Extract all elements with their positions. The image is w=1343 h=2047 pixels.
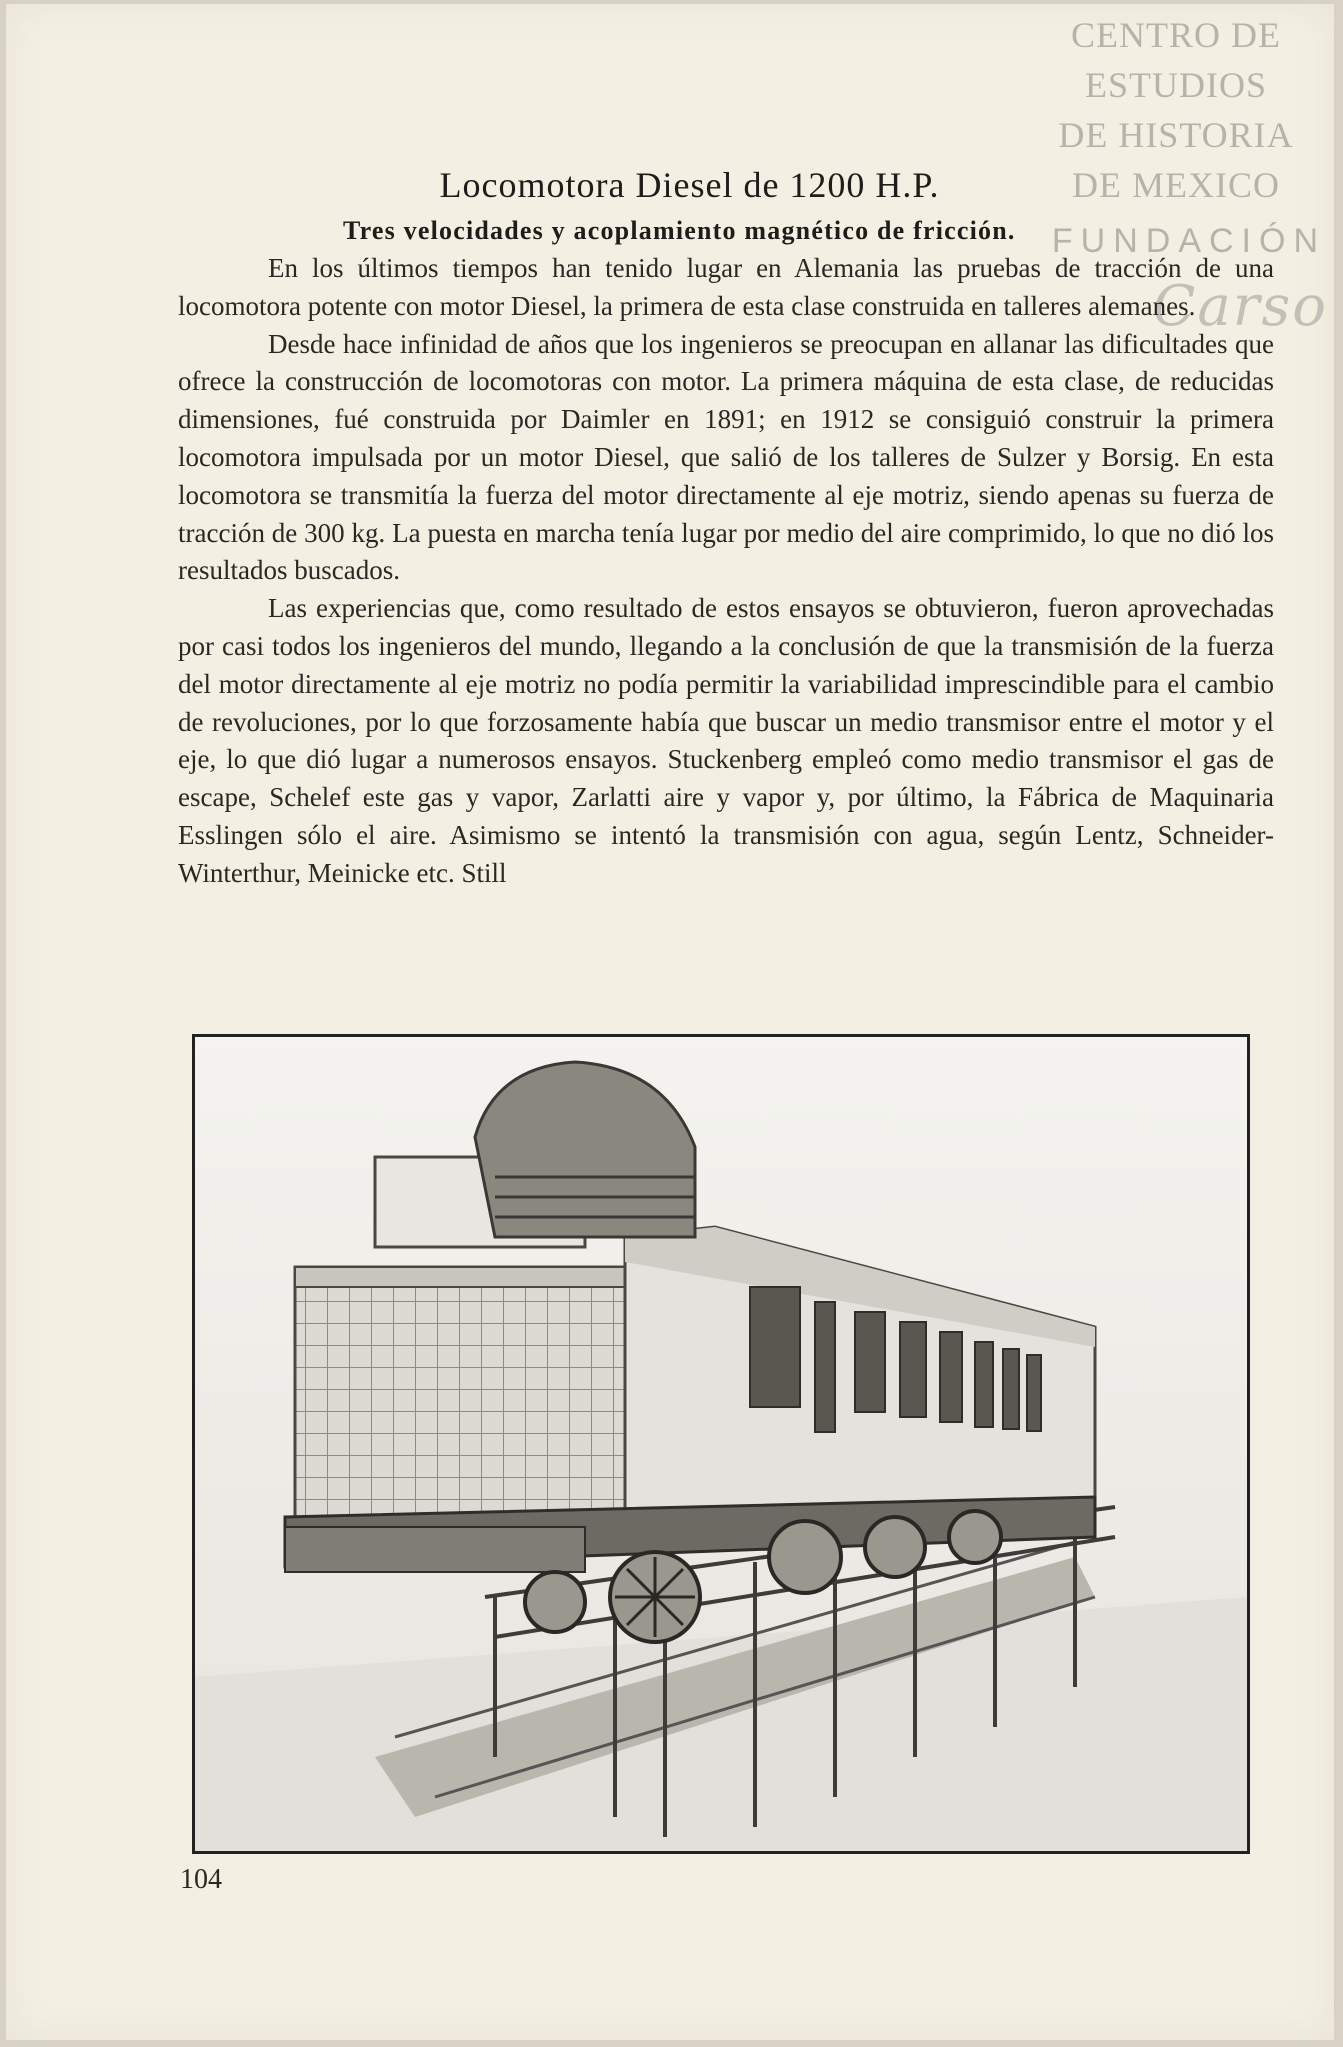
- watermark-line: ESTUDIOS: [1084, 65, 1267, 105]
- paragraph: Las experiencias que, como resultado de estos ensayos se obtuvieron, fueron aprovechadas por casi todos los ingenieros del mundo, llegando a la conclusión de que la transmisión de la fuerza del motor directamente al eje motriz no podía permitir la variabilidad imprescindible para el cambio de revoluciones, por lo que forzosamente había que buscar un medio transmisor entre el motor y el eje, lo que dió lugar a numerosos ensayos. Stuckenberg empleó como medio transmisor el gas de escape, Schelef este gas y vapor, Zarlatti aire y vapor y, por último, la Fábrica de Maquinaria Esslingen sólo el aire. Asimismo se intentó la transmisión con agua, según Lentz, Schneider-Winterthur, Meinicke etc. Still: [178, 593, 1274, 888]
- article-title-text: Locomotora Diesel de 1200 H.P.: [439, 165, 940, 205]
- watermark-line: CENTRO DE: [1071, 15, 1281, 55]
- page-number: 104: [180, 1864, 222, 1895]
- article-body: [178, 250, 1274, 893]
- watermark-line: DE MEXICO: [1072, 165, 1280, 205]
- paragraph: Desde hace infinidad de años que los ingenieros se preocupan en allanar las dificultades que ofrece la construcción de locomotoras con motor. La primera máquina de esta clase, de reducidas dimensiones, fué construida por Daimler en 1891; en 1912 se consiguió construir la primera locomotora impulsada por un motor Diesel, que salió de los talleres de Sulzer y Borsig. En esta locomotora se transmitía la fuerza del motor directamente al eje motriz, siendo apenas su fuerza de tracción de 300 kg. La puesta en marcha tenía lugar por medio del aire comprimido, lo que no dió los resultados buscados.: [178, 328, 1274, 586]
- watermark-signature: Carso: [1152, 274, 1328, 339]
- article-title: [0, 164, 1343, 206]
- locomotive-photograph: [192, 1034, 1250, 1854]
- article-subtitle: Tres velocidades y acoplamiento magnético de fricción.: [343, 216, 1016, 245]
- watermark-fundacion: FUNDACIÓN: [1051, 222, 1326, 260]
- watermark-line: DE HISTORIA: [1058, 115, 1294, 155]
- paragraph: En los últimos tiempos han tenido lugar en Alemania las pruebas de tracción de una locomotora potente con motor Diesel, la primera de esta clase construida en talleres alemanes.: [178, 253, 1274, 321]
